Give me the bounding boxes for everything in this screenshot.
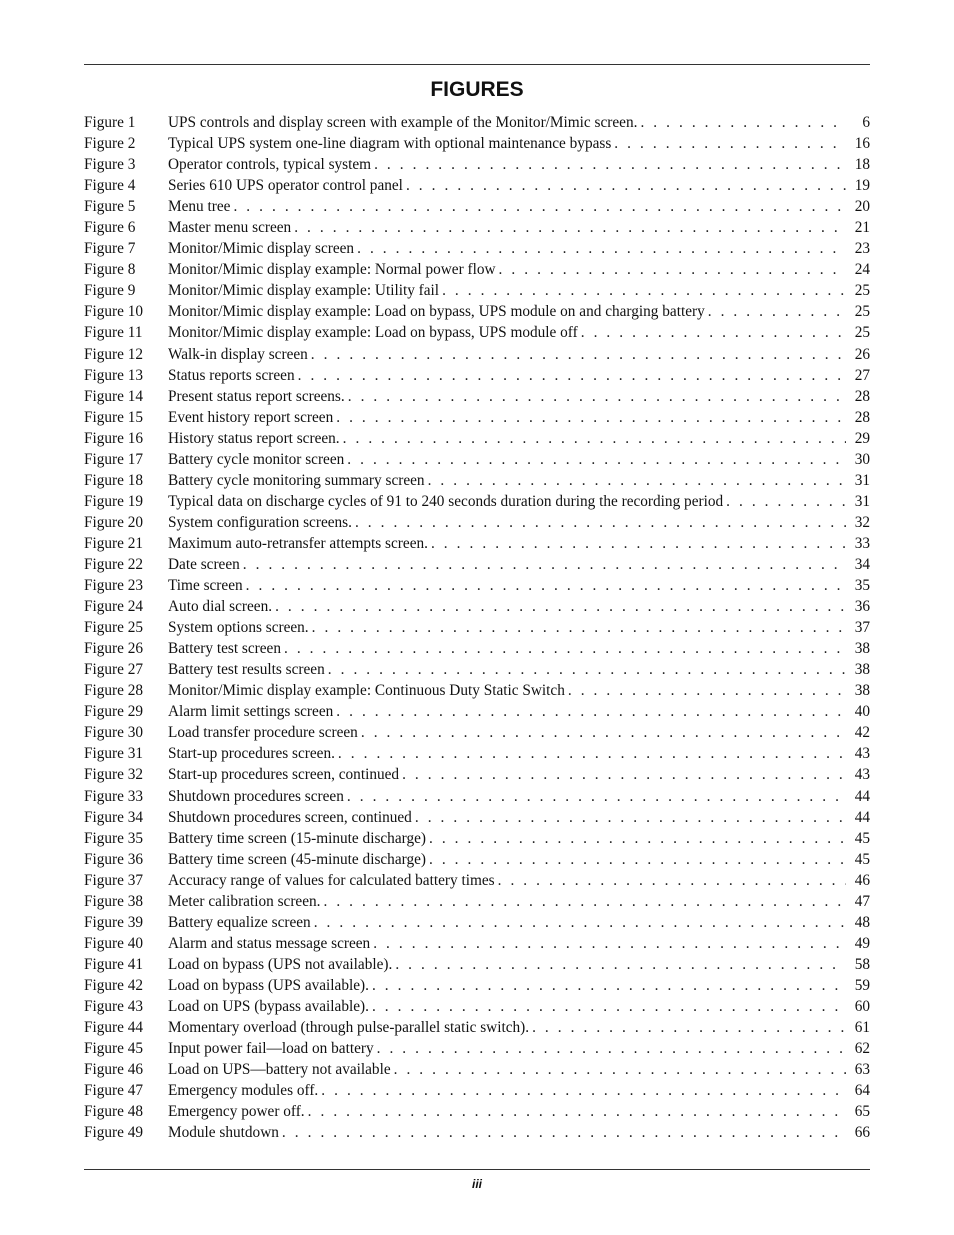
figure-number: Figure 4 — [84, 177, 136, 195]
figure-entry[interactable] — [84, 722, 870, 743]
figure-entry[interactable] — [84, 365, 870, 386]
figure-number: Figure 25 — [84, 619, 144, 637]
figure-entry[interactable] — [84, 975, 870, 996]
figure-number: Figure 36 — [84, 850, 144, 868]
dot-leader — [377, 1038, 846, 1059]
figure-entry[interactable] — [84, 1038, 870, 1059]
figure-number: Figure 14 — [84, 387, 144, 405]
figure-number: Figure 30 — [84, 724, 144, 742]
figure-entry[interactable] — [84, 280, 870, 301]
figure-page-number: 30 — [854, 450, 870, 468]
dot-leader — [708, 301, 846, 322]
figure-title: Typical UPS system one-line diagram with optional maintenance bypass — [168, 135, 612, 153]
figures-list — [84, 112, 870, 1143]
figure-entry[interactable] — [84, 933, 870, 954]
figure-entry[interactable] — [84, 1122, 870, 1143]
figure-entry[interactable] — [84, 617, 870, 638]
dot-leader — [415, 807, 846, 828]
figure-page-number: 42 — [854, 724, 870, 742]
figure-page-number: 38 — [854, 661, 870, 679]
figure-entry[interactable] — [84, 386, 870, 407]
figure-title: Battery test screen — [168, 640, 281, 658]
figure-number: Figure 24 — [84, 598, 144, 616]
figure-page-number: 35 — [854, 577, 870, 595]
figure-page-number: 43 — [854, 745, 870, 763]
figure-number: Figure 23 — [84, 577, 144, 595]
figure-entry[interactable] — [84, 701, 870, 722]
figure-title: Momentary overload (through pulse-parallel static switch). — [168, 1019, 530, 1037]
figure-title: Load on bypass (UPS available). — [168, 976, 369, 994]
figure-entry[interactable] — [84, 259, 870, 280]
figure-entry[interactable] — [84, 154, 870, 175]
figure-number: Figure 38 — [84, 892, 144, 910]
figure-entry[interactable] — [84, 217, 870, 238]
figure-number: Figure 13 — [84, 366, 144, 384]
figure-number: Figure 28 — [84, 682, 144, 700]
figure-page-number: 25 — [854, 282, 870, 300]
figure-entry[interactable] — [84, 575, 870, 596]
figure-number: Figure 7 — [84, 240, 136, 258]
figure-title: System configuration screens. — [168, 513, 352, 531]
figure-page-number: 61 — [854, 1019, 870, 1037]
figure-number: Figure 42 — [84, 976, 144, 994]
dot-leader — [328, 659, 846, 680]
figure-number: Figure 31 — [84, 745, 144, 763]
figure-page-number: 44 — [854, 787, 870, 805]
dot-leader — [429, 828, 846, 849]
figure-page-number: 34 — [854, 555, 870, 573]
figure-entry[interactable] — [84, 449, 870, 470]
dot-leader — [347, 449, 846, 470]
figure-page-number: 49 — [854, 934, 870, 952]
dot-leader — [568, 680, 846, 701]
figure-title: Shutdown procedures screen — [168, 787, 344, 805]
figure-number: Figure 35 — [84, 829, 144, 847]
dot-leader — [402, 764, 846, 785]
figure-page-number: 40 — [854, 703, 870, 721]
figure-entry[interactable] — [84, 238, 870, 259]
figure-title: Monitor/Mimic display screen — [168, 240, 355, 258]
figure-number: Figure 39 — [84, 913, 144, 931]
figure-number: Figure 10 — [84, 303, 144, 321]
dot-leader — [347, 786, 846, 807]
dot-leader — [336, 407, 846, 428]
figure-page-number: 38 — [854, 640, 870, 658]
dot-leader — [294, 217, 846, 238]
figure-title: Alarm limit settings screen — [168, 703, 334, 721]
figure-number: Figure 49 — [84, 1124, 144, 1142]
figure-page-number: 45 — [854, 829, 870, 847]
figure-title: Maximum auto-retransfer attempts screen. — [168, 534, 428, 552]
figure-page-number: 38 — [854, 682, 870, 700]
figure-entry[interactable] — [84, 344, 870, 365]
footer-page-number: iii — [471, 1177, 482, 1191]
dot-leader — [298, 365, 846, 386]
figure-title: Battery cycle monitor screen — [168, 450, 345, 468]
dot-leader — [406, 175, 846, 196]
figure-number: Figure 22 — [84, 555, 144, 573]
figure-title: System options screen. — [168, 619, 309, 637]
figure-number: Figure 21 — [84, 534, 144, 552]
figure-page-number: 32 — [854, 513, 870, 531]
figure-entry[interactable] — [84, 1059, 870, 1080]
figure-title: Event history report screen — [168, 408, 334, 426]
figure-number: Figure 46 — [84, 1061, 144, 1079]
dot-leader — [308, 1101, 846, 1122]
dot-leader — [498, 870, 846, 891]
figure-entry[interactable] — [84, 912, 870, 933]
figure-entry[interactable] — [84, 407, 870, 428]
figure-entry[interactable] — [84, 764, 870, 785]
figure-number: Figure 48 — [84, 1103, 144, 1121]
dot-leader — [246, 575, 846, 596]
dot-leader — [312, 617, 846, 638]
figure-number: Figure 34 — [84, 808, 144, 826]
dot-leader — [314, 912, 846, 933]
figure-title: Menu tree — [168, 198, 231, 216]
figure-page-number: 33 — [854, 534, 870, 552]
figure-entry[interactable] — [84, 849, 870, 870]
figure-title: Typical data on discharge cycles of 91 to 240 seconds duration during the recording period — [168, 492, 724, 510]
figure-number: Figure 3 — [84, 156, 136, 174]
figure-entry[interactable] — [84, 533, 870, 554]
figure-number: Figure 6 — [84, 219, 136, 237]
dot-leader — [357, 238, 846, 259]
header-rule — [84, 64, 870, 65]
figure-entry[interactable] — [84, 596, 870, 617]
figure-entry[interactable] — [84, 954, 870, 975]
figure-number: Figure 45 — [84, 1040, 144, 1058]
dot-leader — [284, 638, 846, 659]
dot-leader — [372, 975, 846, 996]
dot-leader — [311, 344, 846, 365]
figure-title: Load on UPS (bypass available). — [168, 997, 369, 1015]
figure-page-number: 21 — [854, 219, 870, 237]
figure-number: Figure 41 — [84, 955, 144, 973]
figure-entry[interactable] — [84, 1101, 870, 1122]
figure-number: Figure 37 — [84, 871, 144, 889]
figure-number: Figure 18 — [84, 471, 144, 489]
figure-entry[interactable] — [84, 175, 870, 196]
figure-page-number: 46 — [854, 871, 870, 889]
dot-leader — [429, 849, 846, 870]
dot-leader — [726, 491, 846, 512]
figure-entry[interactable] — [84, 659, 870, 680]
figure-title: Alarm and status message screen — [168, 934, 371, 952]
figure-title: Monitor/Mimic display example: Load on bypass, UPS module off — [168, 324, 578, 342]
figure-entry[interactable] — [84, 870, 870, 891]
figure-page-number: 63 — [854, 1061, 870, 1079]
figure-title: Emergency power off. — [168, 1103, 305, 1121]
footer-rule — [84, 1169, 870, 1170]
dot-leader — [275, 596, 846, 617]
figure-entry[interactable] — [84, 133, 870, 154]
figure-number: Figure 47 — [84, 1082, 144, 1100]
figure-title: Load transfer procedure screen — [168, 724, 358, 742]
figure-entry[interactable] — [84, 322, 870, 343]
figure-entry[interactable] — [84, 891, 870, 912]
figure-entry[interactable] — [84, 301, 870, 322]
figure-number: Figure 9 — [84, 282, 136, 300]
figure-page-number: 45 — [854, 850, 870, 868]
dot-leader — [348, 386, 846, 407]
page-heading: FIGURES — [430, 78, 524, 101]
figure-page-number: 25 — [854, 324, 870, 342]
figure-page-number: 37 — [854, 619, 870, 637]
dot-leader — [361, 722, 846, 743]
dot-leader — [442, 280, 846, 301]
figure-page-number: 26 — [854, 345, 870, 363]
figure-page-number: 16 — [854, 135, 870, 153]
figure-entry[interactable] — [84, 786, 870, 807]
dot-leader — [614, 133, 846, 154]
figure-number: Figure 29 — [84, 703, 144, 721]
figure-entry[interactable] — [84, 112, 870, 133]
figure-page-number: 29 — [854, 429, 870, 447]
figure-number: Figure 5 — [84, 198, 136, 216]
figure-page-number: 25 — [854, 303, 870, 321]
figure-title: Monitor/Mimic display example: Load on bypass, UPS module on and charging battery — [168, 303, 705, 321]
figure-number: Figure 44 — [84, 1019, 144, 1037]
figure-title: Time screen — [168, 577, 243, 595]
figure-title: Battery test results screen — [168, 661, 325, 679]
figure-title: Input power fail—load on battery — [168, 1040, 374, 1058]
figure-title: Walk-in display screen — [168, 345, 308, 363]
figure-entry[interactable] — [84, 828, 870, 849]
dot-leader — [336, 701, 846, 722]
figure-title: Present status report screens. — [168, 387, 345, 405]
figure-title: Series 610 UPS operator control panel — [168, 177, 403, 195]
figure-page-number: 65 — [854, 1103, 870, 1121]
figure-title: UPS controls and display screen with example of the Monitor/Mimic screen. — [168, 114, 638, 131]
figure-title: Load on bypass (UPS not available). — [168, 955, 393, 973]
figure-page-number: 28 — [854, 387, 870, 405]
figure-title: Master menu screen — [168, 219, 292, 237]
figure-number: Figure 43 — [84, 997, 144, 1015]
figure-number: Figure 12 — [84, 345, 144, 363]
figure-page-number: 20 — [854, 198, 870, 216]
figure-entry[interactable] — [84, 807, 870, 828]
figure-title: Shutdown procedures screen, continued — [168, 808, 412, 826]
figure-title: Emergency modules off. — [168, 1082, 319, 1100]
figure-title: Battery time screen (15-minute discharge) — [168, 829, 426, 847]
figure-page-number: 27 — [854, 366, 870, 384]
figure-entry[interactable] — [84, 470, 870, 491]
figure-title: Start-up procedures screen. — [168, 745, 335, 763]
figure-title: Battery cycle monitoring summary screen — [168, 471, 425, 489]
figure-number: Figure 2 — [84, 135, 136, 153]
figure-page-number: 6 — [862, 114, 870, 131]
figure-title: Start-up procedures screen, continued — [168, 766, 400, 784]
figure-title: Battery equalize screen — [168, 913, 311, 931]
figure-number: Figure 17 — [84, 450, 144, 468]
figure-title: Accuracy range of values for calculated battery times — [168, 871, 495, 889]
figure-page-number: 64 — [854, 1082, 870, 1100]
figure-number: Figure 19 — [84, 492, 144, 510]
figure-entry[interactable] — [84, 1080, 870, 1101]
figure-title: Date screen — [168, 555, 240, 573]
figure-title: Operator controls, typical system — [168, 156, 372, 174]
dot-leader — [233, 196, 846, 217]
dot-leader — [374, 154, 846, 175]
figure-entry[interactable] — [84, 680, 870, 701]
dot-leader — [532, 1017, 846, 1038]
figure-entry[interactable] — [84, 428, 870, 449]
figure-entry[interactable] — [84, 512, 870, 533]
figure-title: Module shutdown — [168, 1124, 279, 1142]
figure-entry[interactable] — [84, 1017, 870, 1038]
figure-title: Load on UPS—battery not available — [168, 1061, 391, 1079]
figure-entry[interactable] — [84, 554, 870, 575]
figure-page-number: 44 — [854, 808, 870, 826]
figure-entry[interactable] — [84, 196, 870, 217]
figure-page-number: 31 — [854, 492, 870, 510]
dot-leader — [499, 259, 846, 280]
figure-page-number: 18 — [854, 156, 870, 174]
dot-leader — [355, 512, 846, 533]
figure-page-number: 60 — [854, 997, 870, 1015]
figure-entry[interactable] — [84, 996, 870, 1017]
figure-title: Status reports screen — [168, 366, 295, 384]
figure-number: Figure 33 — [84, 787, 144, 805]
dot-leader — [243, 554, 846, 575]
figure-page-number: 62 — [854, 1040, 870, 1058]
figure-page-number: 31 — [854, 471, 870, 489]
dot-leader — [373, 933, 846, 954]
figure-page-number: 23 — [854, 240, 870, 258]
figure-page-number: 59 — [854, 976, 870, 994]
figure-number: Figure 27 — [84, 661, 144, 679]
dot-leader — [394, 1059, 846, 1080]
figure-number: Figure 1 — [84, 114, 136, 131]
figure-number: Figure 20 — [84, 513, 144, 531]
figure-number: Figure 11 — [84, 324, 143, 342]
figure-title: Monitor/Mimic display example: Utility fail — [168, 282, 440, 300]
figure-title: Monitor/Mimic display example: Normal power flow — [168, 261, 496, 279]
figure-title: Auto dial screen. — [168, 598, 273, 616]
figure-title: Battery time screen (45-minute discharge) — [168, 850, 426, 868]
figure-number: Figure 15 — [84, 408, 144, 426]
dot-leader — [395, 954, 846, 975]
figure-entry[interactable] — [84, 491, 870, 512]
figure-number: Figure 26 — [84, 640, 144, 658]
figure-page-number: 58 — [854, 955, 870, 973]
figure-entry[interactable] — [84, 743, 870, 764]
figure-number: Figure 8 — [84, 261, 136, 279]
figure-page-number: 47 — [854, 892, 870, 910]
figure-page-number: 19 — [854, 177, 870, 195]
dot-leader — [428, 470, 846, 491]
dot-leader — [372, 996, 846, 1017]
figure-page-number: 24 — [854, 261, 870, 279]
figure-page-number: 48 — [854, 913, 870, 931]
dot-leader — [282, 1122, 846, 1143]
figure-number: Figure 16 — [84, 429, 144, 447]
figure-title: Meter calibration screen. — [168, 892, 321, 910]
figure-number: Figure 40 — [84, 934, 144, 952]
figure-number: Figure 32 — [84, 766, 144, 784]
dot-leader — [431, 533, 846, 554]
dot-leader — [338, 743, 846, 764]
dot-leader — [581, 322, 846, 343]
figure-entry[interactable] — [84, 638, 870, 659]
dot-leader — [343, 428, 846, 449]
figure-page-number: 66 — [854, 1124, 870, 1142]
figure-page-number: 28 — [854, 408, 870, 426]
dot-leader — [321, 1080, 846, 1101]
figure-page-number: 43 — [854, 766, 870, 784]
dot-leader — [323, 891, 846, 912]
figure-page-number: 36 — [854, 598, 870, 616]
figure-title: Monitor/Mimic display example: Continuous Duty Static Switch — [168, 682, 565, 700]
dot-leader — [640, 112, 846, 133]
figure-title: History status report screen. — [168, 429, 340, 447]
